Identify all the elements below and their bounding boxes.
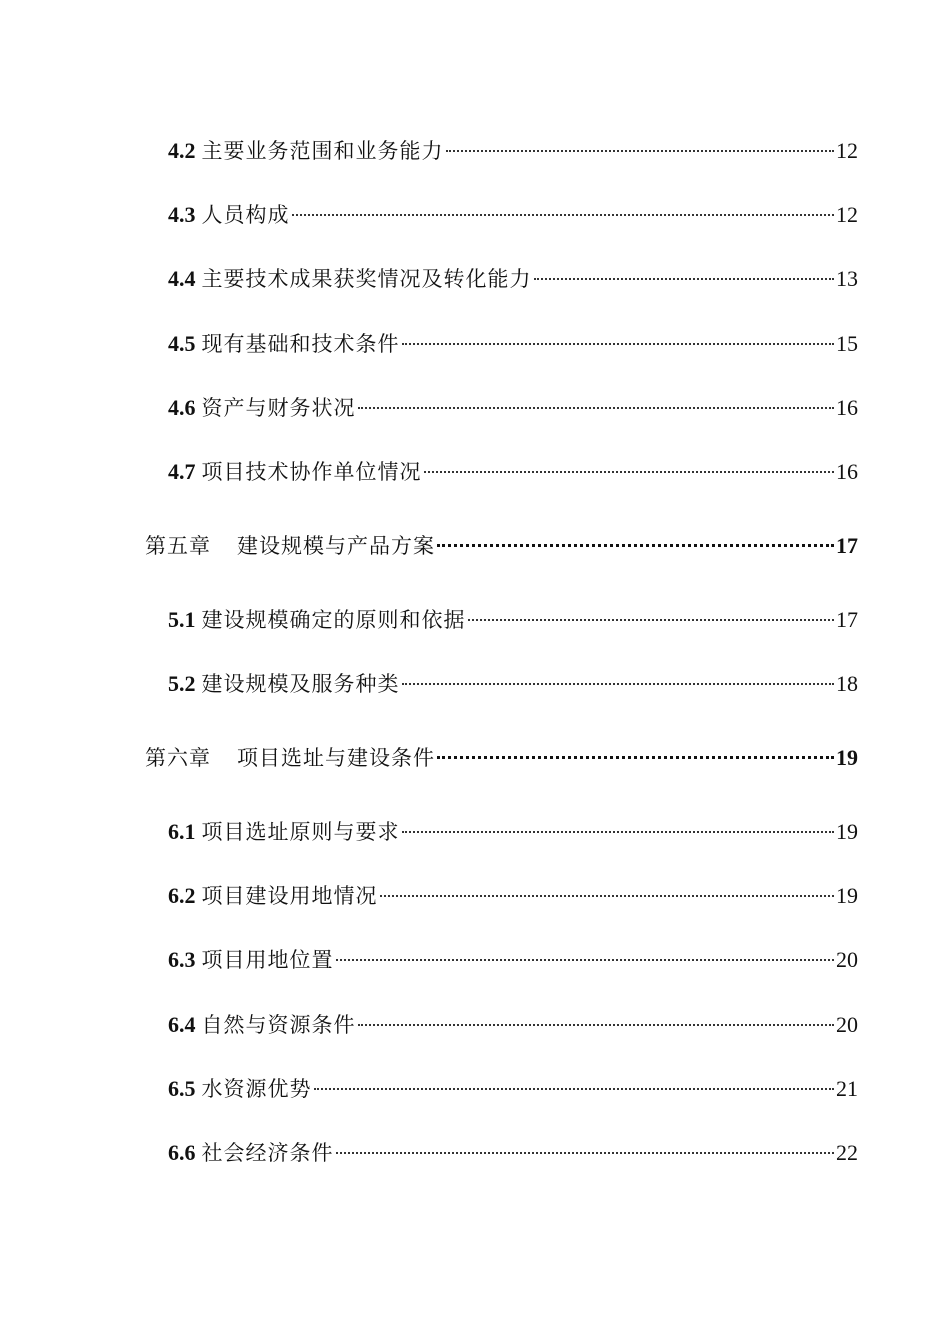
dot-leader [358, 1024, 835, 1026]
section-number: 6.3 [168, 947, 196, 972]
chapter-number: 第五章 [145, 534, 211, 558]
page-number: 19 [836, 883, 858, 908]
toc-entry-4-6[interactable] [168, 394, 858, 422]
section-number: 6.1 [168, 819, 196, 844]
page-number: 12 [836, 138, 858, 163]
section-title: 项目技术协作单位情况 [201, 460, 422, 484]
section-number: 6.6 [168, 1140, 196, 1165]
toc-entry-6-1[interactable] [168, 818, 858, 846]
toc-entry-5-1[interactable] [168, 606, 858, 634]
chapter-title: 建设规模与产品方案 [237, 534, 435, 558]
toc-chapter-5[interactable] [145, 532, 858, 560]
section-number: 4.5 [168, 331, 196, 356]
section-number: 5.2 [168, 671, 196, 696]
section-number: 4.6 [168, 395, 196, 420]
page-number: 20 [836, 1012, 858, 1037]
page-number: 16 [836, 459, 858, 484]
dot-leader [336, 1152, 835, 1154]
dot-leader [336, 959, 835, 961]
toc-entry-6-5[interactable] [168, 1075, 858, 1103]
section-title: 主要技术成果获奖情况及转化能力 [201, 267, 532, 291]
toc-entry-4-2[interactable] [168, 137, 858, 165]
toc-entry-6-6[interactable] [168, 1139, 858, 1167]
toc-entry-6-4[interactable] [168, 1011, 858, 1039]
section-number: 5.1 [168, 607, 196, 632]
page-number: 13 [836, 266, 858, 291]
section-title: 人员构成 [201, 203, 290, 227]
chapter-title: 项目选址与建设条件 [237, 746, 435, 770]
dot-leader [402, 343, 835, 345]
dot-leader [292, 214, 835, 216]
section-number: 4.4 [168, 266, 196, 291]
dot-leader [314, 1088, 835, 1090]
section-number: 6.5 [168, 1076, 196, 1101]
section-number: 4.7 [168, 459, 196, 484]
dot-leader [437, 756, 834, 759]
page-number: 21 [836, 1076, 858, 1101]
dot-leader [358, 407, 835, 409]
toc-chapter-6[interactable] [145, 744, 858, 772]
toc-entry-5-2[interactable] [168, 670, 858, 698]
toc-entry-4-7[interactable] [168, 458, 858, 486]
section-title: 社会经济条件 [201, 1141, 334, 1165]
toc-entry-6-3[interactable] [168, 946, 858, 974]
page-number: 19 [836, 819, 858, 844]
page-number: 18 [836, 671, 858, 696]
page-number: 22 [836, 1140, 858, 1165]
dot-leader [437, 544, 834, 547]
dot-leader [380, 895, 835, 897]
toc-entry-4-5[interactable] [168, 330, 858, 358]
section-number: 4.3 [168, 202, 196, 227]
section-title: 建设规模确定的原则和依据 [201, 608, 466, 632]
toc-entry-4-4[interactable] [168, 265, 858, 293]
chapter-number: 第六章 [145, 746, 211, 770]
section-title: 现有基础和技术条件 [201, 332, 400, 356]
page-number: 16 [836, 395, 858, 420]
section-title: 水资源优势 [201, 1077, 312, 1101]
dot-leader [402, 683, 835, 685]
section-title: 项目选址原则与要求 [201, 820, 400, 844]
section-number: 6.4 [168, 1012, 196, 1037]
page-number: 19 [836, 745, 858, 770]
section-number: 6.2 [168, 883, 196, 908]
page-number: 12 [836, 202, 858, 227]
section-title: 自然与资源条件 [201, 1013, 356, 1037]
section-title: 建设规模及服务种类 [201, 672, 400, 696]
dot-leader [424, 471, 835, 473]
section-title: 资产与财务状况 [201, 396, 356, 420]
toc-entry-4-3[interactable] [168, 201, 858, 229]
toc-entry-6-2[interactable] [168, 882, 858, 910]
section-title: 主要业务范围和业务能力 [201, 139, 444, 163]
dot-leader [534, 278, 835, 280]
section-number: 4.2 [168, 138, 196, 163]
page-number: 15 [836, 331, 858, 356]
section-title: 项目用地位置 [201, 948, 334, 972]
dot-leader [446, 150, 835, 152]
page-number: 17 [836, 607, 858, 632]
page-number: 20 [836, 947, 858, 972]
page-number: 17 [836, 533, 858, 558]
dot-leader [402, 831, 835, 833]
section-title: 项目建设用地情况 [201, 884, 378, 908]
dot-leader [468, 619, 835, 621]
